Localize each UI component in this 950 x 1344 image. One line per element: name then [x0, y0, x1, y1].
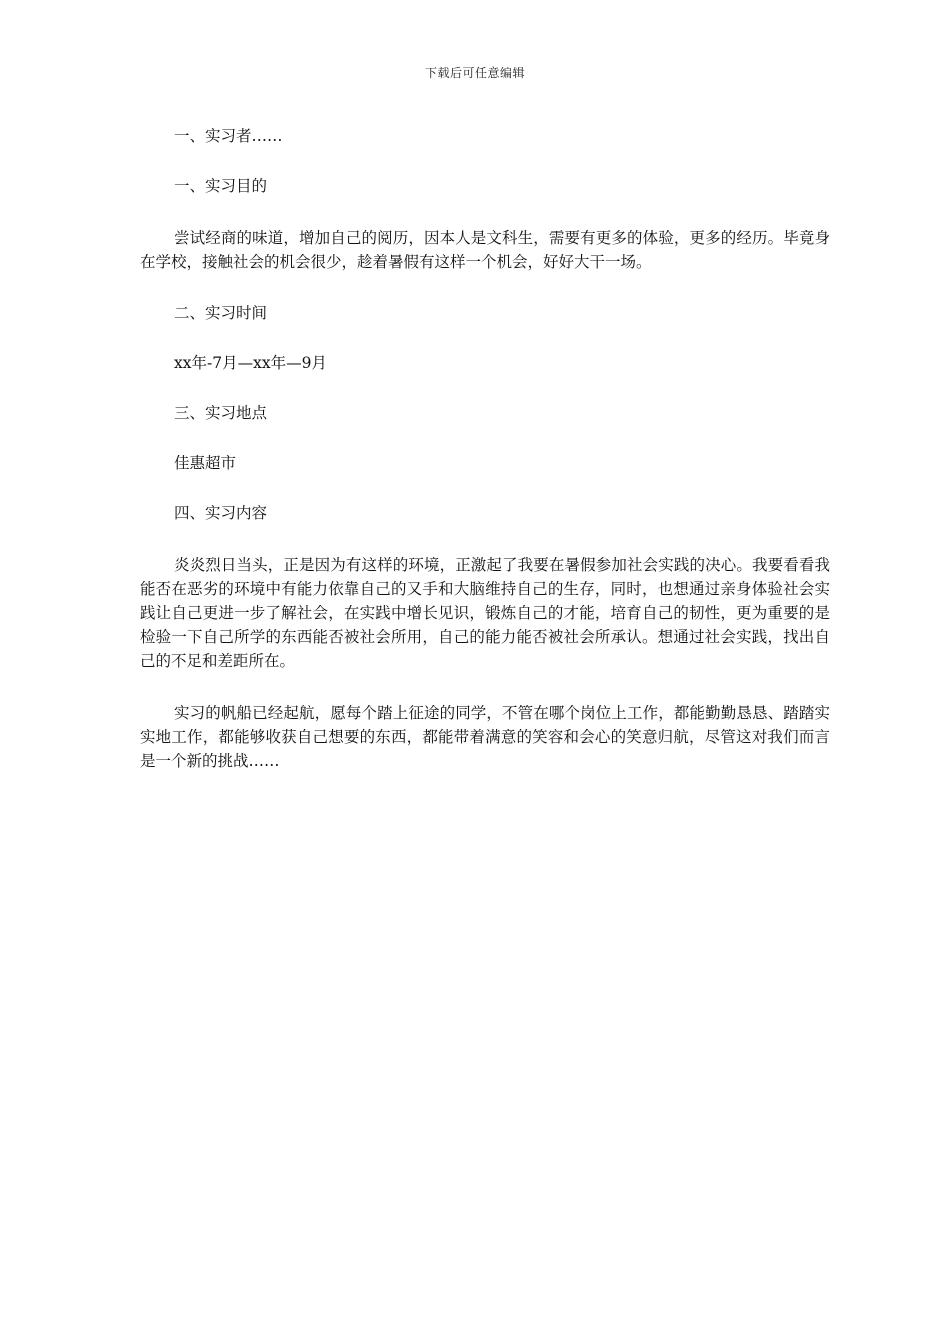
section1-body: 尝试经商的味道，增加自己的阅历，因本人是文科生，需要有更多的体验，更多的经历。毕竟身在学校，接触社会的机会很少，趁着暑假有这样一个机会，好好大干一场。 — [140, 229, 830, 271]
intro-heading: 一、实习者…… — [174, 127, 283, 145]
section1-heading: 一、实习目的 — [174, 177, 268, 195]
section3-heading: 三、实习地点 — [174, 404, 268, 422]
section4-paragraph-2: 实习的帆船已经起航，愿每个踏上征途的同学，不管在哪个岗位上工作，都能勤勤恳恳、踏踏实实地工作，都能够收获自己想要的东西，都能带着满意的笑容和会心的笑意归航，尽管这对我们而言是一个新的挑战…… — [140, 704, 830, 770]
section4-paragraph-1: 炎炎烈日当头，正是因为有这样的环境，正激起了我要在暑假参加社会实践的决心。我要看看我能否在恶劣的环境中有能力依靠自己的又手和大脑维持自己的生存，同时，也想通过亲身体验社会实践让自己更进一步了解社会，在实践中增长见识，锻炼自己的才能，培育自己的韧性，更为重要的是检验一下自己所学的东西能否被社会所用，自己的能力能否被社会所承认。想通过社会实践，找出自己的不足和差距所在。 — [140, 556, 830, 670]
section2-body: xx年-7月—xx年—9月 — [174, 354, 327, 372]
section4-heading: 四、实习内容 — [174, 504, 268, 522]
document-body — [140, 124, 830, 773]
page-header-note: 下载后可任意编辑 — [424, 66, 525, 80]
section2-heading: 二、实习时间 — [174, 304, 268, 322]
section3-body: 佳惠超市 — [174, 454, 237, 472]
